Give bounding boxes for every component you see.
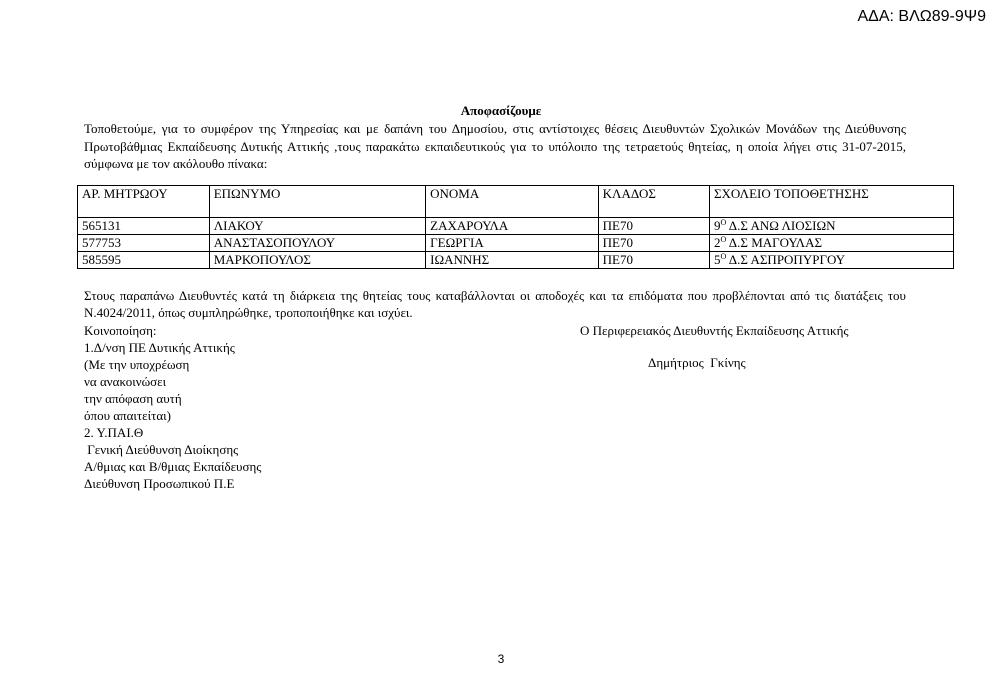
cc-line: Διεύθυνση Προσωπικού Π.Ε <box>84 476 235 491</box>
cc-line: Γενική Διεύθυνση Διοίκησης <box>84 442 239 457</box>
cell-am: 565131 <box>78 218 210 235</box>
table-row <box>78 252 954 269</box>
cell-name: ΖΑΧΑΡΟΥΛΑ <box>426 218 599 235</box>
cc-line: να ανακοινώσει <box>84 374 167 389</box>
cell-school <box>709 218 953 235</box>
cc-line: 2. Υ.ΠΑΙ.Θ <box>84 425 144 440</box>
cell-branch: ΠΕ70 <box>598 252 709 269</box>
cell-am: 577753 <box>78 235 210 252</box>
header-am: ΑΡ. ΜΗΤΡΩΟΥ <box>78 186 210 218</box>
cell-branch: ΠΕ70 <box>598 218 709 235</box>
cc-line: Α/θμιας και Β/θμιας Εκπαίδευσης <box>84 459 262 474</box>
school-ordinal: Ο <box>720 218 727 227</box>
school-ordinal: Ο <box>720 235 727 244</box>
table-row <box>78 235 954 252</box>
table-row <box>78 218 954 235</box>
closing-paragraph <box>84 287 906 321</box>
cell-surname: ΜΑΡΚΟΠΟΥΛΟΣ <box>209 252 425 269</box>
intro-text: Τοποθετούμε, για το συμφέρον της Υπηρεσίας και με δαπάνη του Δημοσίου, στις αντίστοιχες θέσεις Διευθυντών Σχολικών Μονάδων της Διεύθυνσης Πρωτοβάθμιας Εκπαίδευσης Δυτικής Αττικής ,τους παρακάτω εκπαιδευτικούς για το υπόλοιπο της τετραετούς θητείας, η οποία λήγει στις 31-07-2015, σύμφωνα με τον ακόλουθο πίνακα: <box>84 121 906 171</box>
cell-surname: ΛΙΑΚΟΥ <box>209 218 425 235</box>
header-surname: ΕΠΩΝΥΜΟ <box>209 186 425 218</box>
cell-surname: ΑΝΑΣΤΑΣΟΠΟΥΛΟΥ <box>209 235 425 252</box>
cc-line: (Με την υποχρέωση <box>84 357 190 372</box>
intro-paragraph <box>84 120 906 173</box>
school-name: Δ.Σ ΑΣΠΡΟΠΥΡΓΟΥ <box>726 252 846 267</box>
cc-line: όπου απαιτείται) <box>84 408 171 423</box>
school-ordinal: Ο <box>720 252 727 261</box>
cell-name: ΙΩΑΝΝΗΣ <box>426 252 599 269</box>
cell-branch: ΠΕ70 <box>598 235 709 252</box>
header-branch: ΚΛΑΔΟΣ <box>598 186 709 218</box>
cell-school <box>709 252 953 269</box>
school-number: 9 <box>713 218 721 233</box>
cc-label: Κοινοποίηση: <box>84 323 157 338</box>
cell-school <box>709 235 953 252</box>
cell-name: ΓΕΩΡΓΙΑ <box>426 235 599 252</box>
cc-recipients <box>84 322 344 492</box>
school-name: Δ.Σ ΜΑΓΟΥΛΑΣ <box>726 235 823 250</box>
page-number: 3 <box>497 652 505 666</box>
placements-table <box>77 185 954 269</box>
ada-code: ΑΔΑ: ΒΛΩ89-9Ψ9 <box>857 8 986 25</box>
signer-name: Δημήτριος Γκίνης <box>648 355 746 370</box>
cc-line: την απόφαση αυτή <box>84 391 182 406</box>
cell-am: 585595 <box>78 252 210 269</box>
header-school: ΣΧΟΛΕΙΟ ΤΟΠΟΘΕΤΗΣΗΣ <box>709 186 953 218</box>
school-name: Δ.Σ ΑΝΩ ΛΙΟΣΙΩΝ <box>726 218 836 233</box>
school-number: 5 <box>713 252 721 267</box>
school-number: 2 <box>713 235 721 250</box>
signer-title: Ο Περιφερειακός Διευθυντής Εκπαίδευσης Αττικής <box>580 323 849 338</box>
cc-line: 1.Δ/νση ΠΕ Δυτικής Αττικής <box>84 340 235 355</box>
closing-text: Στους παραπάνω Διευθυντές κατά τη διάρκεια της θητείας τους καταβάλλονται οι αποδοχές και τα επιδόματα που προβλέπονται από τις διατάξεις του Ν.4024/2011, όπως συμπληρώθηκε, τροποποιήθηκε και ισχύει. <box>84 288 906 320</box>
decision-heading: Αποφασίζουμε <box>460 103 542 118</box>
table-header-row <box>78 186 954 218</box>
header-name: ΟΝΟΜΑ <box>426 186 599 218</box>
